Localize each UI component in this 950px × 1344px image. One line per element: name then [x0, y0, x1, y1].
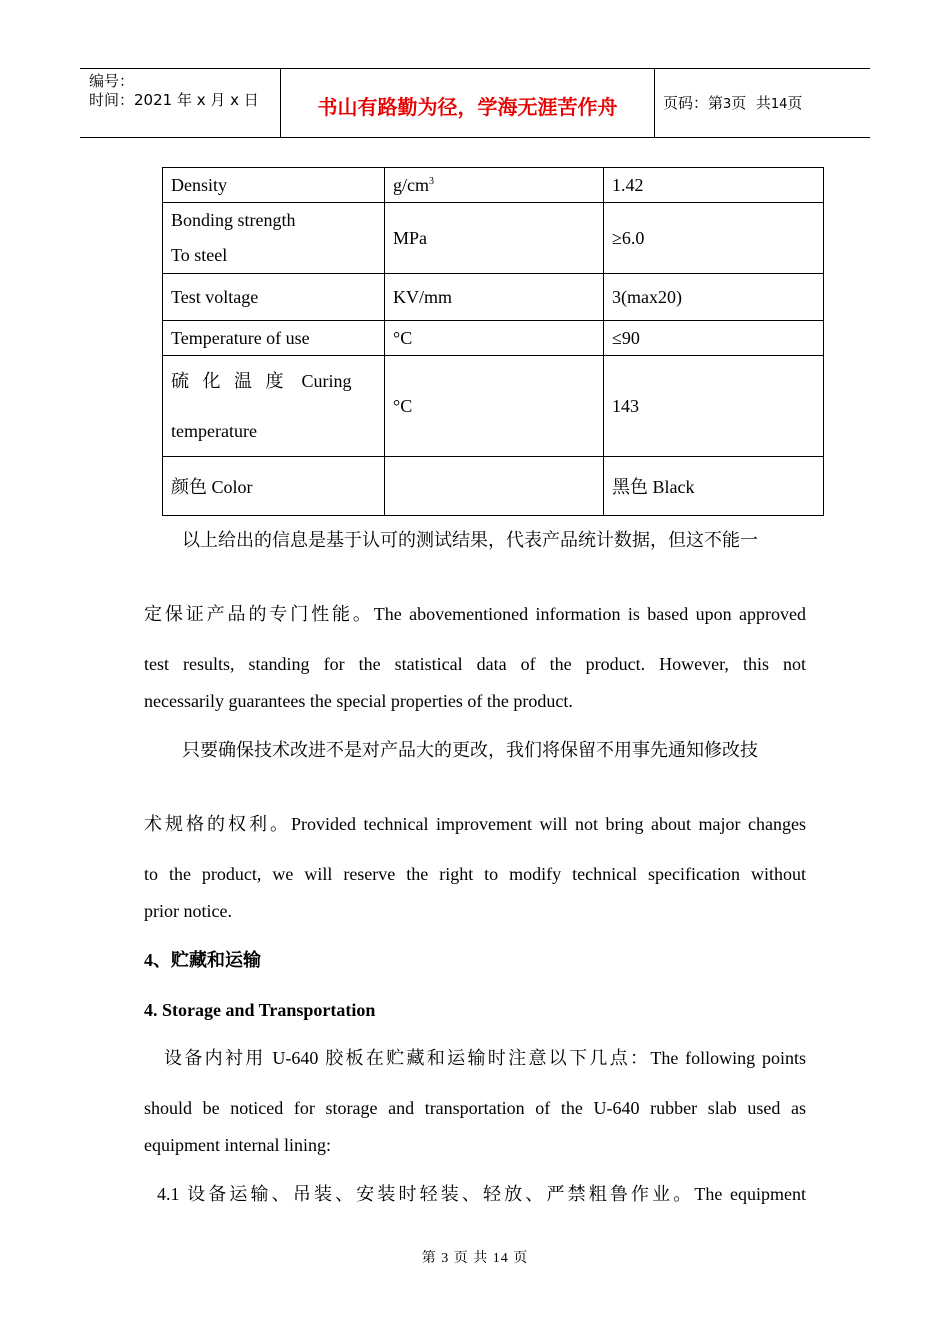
property-cell — [163, 321, 385, 356]
page-mid: 页 共 — [731, 94, 771, 112]
document-date-label: 时间：2021 年 x 月 x 日 — [89, 91, 259, 109]
property-cell — [163, 356, 385, 457]
paragraph-line: necessarily guarantees the special properties of the product. — [144, 691, 573, 711]
property-cell — [163, 457, 385, 516]
table-row — [163, 321, 824, 356]
header-info-cell — [80, 69, 281, 137]
property-text: Test voltage — [171, 286, 259, 307]
property-text: Density — [171, 174, 227, 195]
unit-superscript: 3 — [429, 175, 434, 187]
property-text: temperature — [171, 421, 257, 441]
table-row — [163, 356, 824, 457]
unit-cell — [385, 203, 604, 274]
page-total: 14 — [770, 97, 788, 112]
property-cell — [163, 274, 385, 321]
paragraph-line: 4.1 设备运输、吊装、安装时轻装、轻放、严禁粗鲁作业。The equipment — [157, 1184, 806, 1204]
unit-text: KV/mm — [393, 286, 453, 307]
paragraph-line: test results, standing for the statistical data of the product. However, this not — [144, 654, 806, 674]
document-number-label: 编号： — [89, 72, 135, 90]
paragraph-line: 以上给出的信息是基于认可的测试结果，代表产品统计数据，但这不能一 — [182, 530, 758, 550]
table-row — [163, 274, 824, 321]
unit-text: °C — [393, 395, 413, 416]
unit-cell — [385, 321, 604, 356]
property-cell — [163, 168, 385, 203]
properties-table — [162, 167, 824, 516]
section-heading-en: 4. Storage and Transportation — [144, 1000, 376, 1020]
header-page-cell — [655, 69, 870, 137]
header-page-indicator — [663, 93, 802, 115]
value-cell — [604, 168, 824, 203]
unit-text: g/cm — [393, 174, 429, 195]
table-row — [163, 457, 824, 516]
page-header — [80, 68, 870, 138]
value-cell — [604, 203, 824, 274]
header-motto: 书山有路勤为径，学海无涯苦作舟 — [317, 95, 618, 119]
page-suffix: 页 — [787, 94, 803, 112]
paragraph-line: 设备内衬用 U-640 胶板在贮藏和运输时注意以下几点：The following points — [164, 1048, 806, 1068]
paragraph-line: 只要确保技术改进不是对产品大的更改，我们将保留不用事先通知修改技 — [182, 740, 758, 760]
value-text: 1.42 — [612, 174, 644, 195]
table-row — [163, 168, 824, 203]
value-text: 3(max20) — [612, 286, 682, 307]
unit-text: °C — [393, 327, 413, 348]
value-text: 黑色 Black — [612, 477, 695, 497]
header-motto-cell — [281, 69, 655, 137]
property-text: Temperature of use — [171, 327, 310, 348]
property-text: Bonding strength — [171, 210, 296, 230]
unit-cell — [385, 168, 604, 203]
paragraph-line: should be noticed for storage and transportation of the U-640 rubber slab used as — [144, 1098, 806, 1118]
value-text: ≥6.0 — [612, 227, 645, 248]
unit-cell — [385, 274, 604, 321]
value-text: 143 — [612, 395, 639, 416]
property-text: To steel — [171, 245, 228, 265]
unit-text: MPa — [393, 227, 428, 248]
value-cell — [604, 321, 824, 356]
paragraph-line: equipment internal lining: — [144, 1135, 331, 1155]
table-row — [163, 203, 824, 274]
value-cell — [604, 457, 824, 516]
value-cell — [604, 356, 824, 457]
page-prefix: 页码：第 — [663, 94, 724, 112]
property-text: 硫 化 温 度 Curing — [171, 371, 352, 391]
section-heading-cn: 4、贮藏和运输 — [144, 950, 261, 970]
unit-cell — [385, 356, 604, 457]
page-footer: 第 3 页 共 14 页 — [421, 1251, 529, 1266]
paragraph-line: to the product, we will reserve the right to modify technical specification without — [144, 864, 806, 884]
value-cell — [604, 274, 824, 321]
unit-cell — [385, 457, 604, 516]
property-cell — [163, 203, 385, 274]
value-text: ≤90 — [612, 327, 640, 348]
page-current: 3 — [723, 97, 732, 112]
paragraph-line: 术规格的权利。Provided technical improvement will not bring about major changes — [144, 814, 806, 834]
paragraph-line: 定保证产品的专门性能。The abovementioned information is based upon approved — [144, 604, 806, 624]
property-text: 颜色 Color — [171, 477, 253, 497]
paragraph-line: prior notice. — [144, 901, 232, 921]
